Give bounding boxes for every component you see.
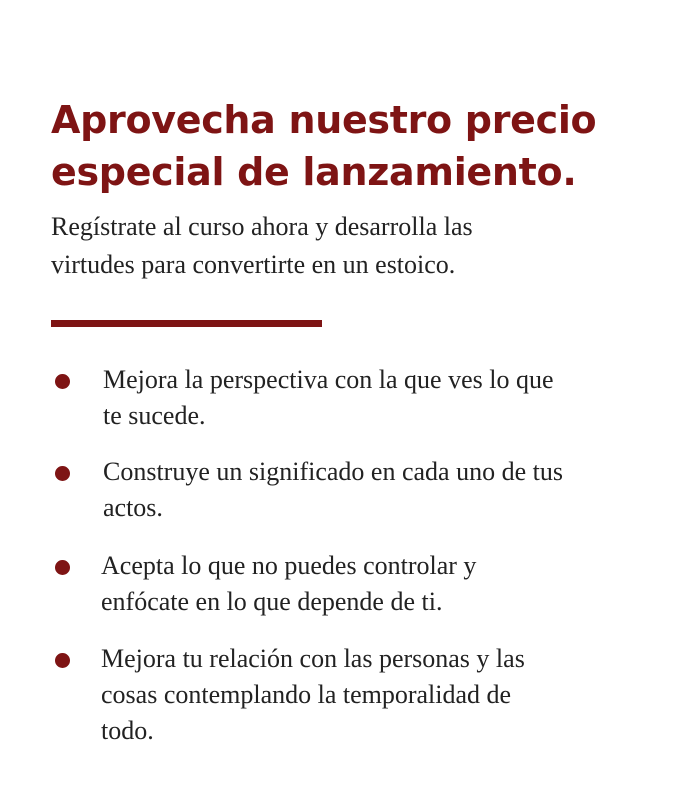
bullet-dot-icon — [55, 653, 70, 668]
bullet-dot-icon — [55, 560, 70, 575]
list-item-text: Acepta lo que no puedes controlar y enfócate en lo que depende de ti. — [101, 551, 477, 616]
list-item-text: Mejora tu relación con las personas y las cosas contemplando la temporalidad de todo. — [101, 644, 525, 745]
subtitle-line-2: virtudes para convertirte en un estoico. — [51, 250, 456, 279]
bullet-dot-icon — [55, 374, 70, 389]
title-line-2: especial de lanzamiento. — [51, 150, 577, 194]
subtitle-line-1: Regístrate al curso ahora y desarrolla las — [51, 212, 473, 241]
list-item-text: Construye un significado en cada uno de tus actos. — [103, 457, 563, 522]
list-item-text: Mejora la perspectiva con la que ves lo que te sucede. — [103, 365, 554, 430]
bullet-dot-icon — [55, 466, 70, 481]
title-line-1: Aprovecha nuestro precio — [51, 98, 597, 142]
